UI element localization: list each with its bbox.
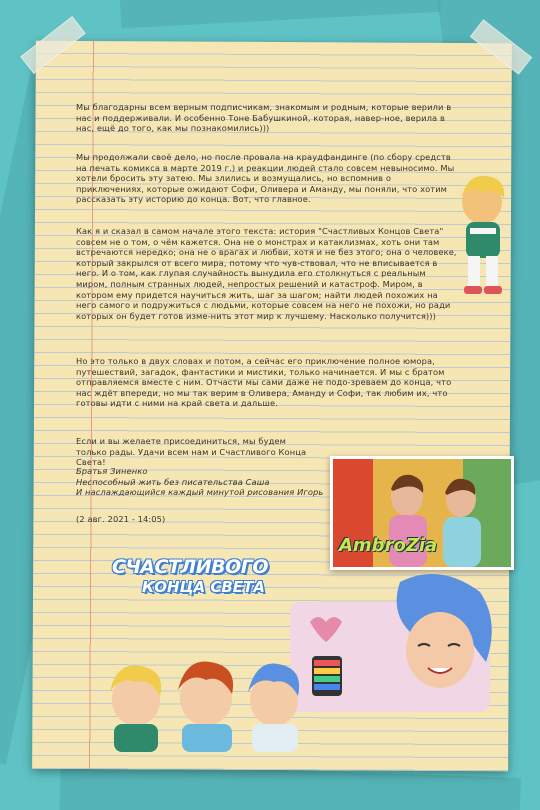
paragraph-1: Мы благодарны всем верным подписчикам, знакомым и родным, которые верили в нас и поддерживали. И особенно Тоне Бабушкиной, которая, навер-ное, верила в нас, ещё до того, как мы познакомились)))	[76, 102, 452, 134]
ambrozia-label: AmbroZia	[339, 535, 438, 556]
paragraph-5: Если и вы желаете присоединиться, мы будем только рады. Удачи всем нам и Счастливого Конца Света!	[76, 436, 307, 468]
comic-logo	[112, 556, 302, 612]
date-stamp: (2 авг. 2021 - 14:05)	[76, 514, 166, 524]
logo-line-1: СЧАСТЛИВОГО	[112, 556, 268, 578]
logo-line-2: КОНЦА СВЕТА	[142, 578, 265, 596]
character-blue-hair-illustration	[290, 572, 520, 722]
character-blond-illustration	[440, 168, 520, 300]
signature-block	[76, 466, 326, 498]
three-characters-illustration	[96, 652, 316, 752]
signature-line: Братья Зиненко	[76, 466, 148, 476]
paragraph-2: Мы продолжали своё дело, но после провала на краудфандинге (по сбору средств на печать комикса в марте 2019 г.) и реакции людей стало совсем невыносимо. Мы хотели бросить эту затею. Мы злились и возмущались, но вспомнив о приключениях, которые ожидают Софи, Оливера и Аманду, мы поняли, что хотим рассказать эту историю до конца. Вот, что главное.	[76, 152, 455, 205]
authors-photo	[330, 456, 514, 570]
signature-line: И наслаждающийся каждый минутой рисования Игорь	[76, 487, 324, 498]
paragraph-4: Но это только в двух словах и потом, а сейчас его приключение полное юмора, путешествий, загадок, фантастики и мистики, только начинается. И мы с братом отправляемся вместе с ним. Отчасти мы сами даже не подо-зреваем до конца, что нас ждёт впереди, но мы так верим в Оливера, Аманду и Софи, так любим их, что готовы идти с ними на край света и дальше.	[76, 356, 452, 409]
paragraph-3: Как я и сказал в самом начале этого текста: история "Счастливых Концов Света" совсем не о том, о чём кажется. Она не о монстрах и катаклизмах, хоть они там встречаются нередко; она не о врагах и любви, хотя и не без этого; она о человеке, который закрылся от всего мира, потому что чув-ствовал, что не вписывается в него. И о том, как глупая случайность вынудила его столкнуться с реальным миром, полным странных людей, непростых решений и катастроф. Миром, в котором ему придется научиться жить, шаг за шагом; найти людей похожих на него самого и подружиться с людьми, которые совсем на него не похожи, но ради которых он будет готов изме-нить этот мир к лучшему. Насколько получится)))	[76, 226, 457, 321]
signature-line: Неспособный жить без писательства Саша	[76, 476, 270, 487]
